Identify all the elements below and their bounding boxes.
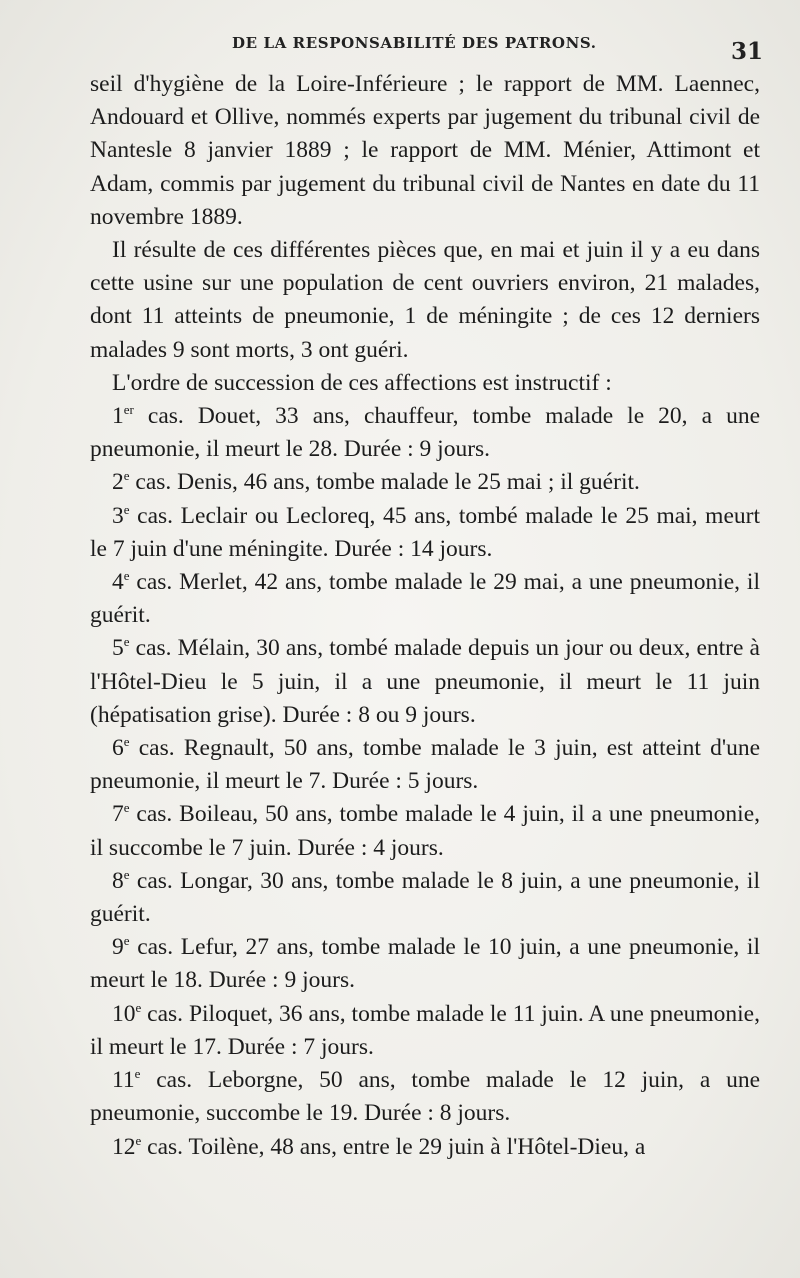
case-ordinal-suffix: e (135, 999, 142, 1015)
case-paragraph (90, 566, 760, 632)
case-paragraph (90, 931, 760, 997)
case-ordinal-suffix: er (123, 402, 134, 418)
case-number: 9 (112, 934, 124, 961)
case-paragraph (90, 400, 760, 466)
case-paragraph (90, 1131, 760, 1164)
case-number: 6 (112, 735, 124, 762)
case-text: cas. Toilène, 48 ans, entre le 29 juin à l'Hôtel-Dieu, a (141, 1133, 646, 1160)
page-body (90, 68, 760, 1164)
case-number: 10 (112, 1000, 136, 1027)
case-text: cas. Longar, 30 ans, tombe malade le 8 juin, a une pneumonie, il guérit. (90, 867, 760, 928)
case-number: 3 (112, 502, 124, 529)
case-paragraph (90, 500, 760, 566)
case-ordinal-suffix: e (123, 933, 130, 949)
case-ordinal-suffix: e (123, 468, 130, 484)
case-number: 2 (112, 469, 124, 496)
case-text: cas. Lefur, 27 ans, tombe malade le 10 juin, a une pneumonie, il meurt le 18. Durée : 9 jours. (90, 934, 760, 994)
case-text: cas. Leclair ou Lecloreq, 45 ans, tombé malade le 25 mai, meurt le 7 juin d'une méningite. Durée : 14 jours. (90, 502, 760, 562)
case-paragraph (90, 732, 760, 798)
case-number: 11 (112, 1067, 135, 1094)
case-text: cas. Leborgne, 50 ans, tombe malade le 12 juin, a une pneumonie, succombe le 19. Durée : 8 jours. (90, 1067, 760, 1127)
case-paragraph (90, 466, 760, 499)
case-ordinal-suffix: e (123, 568, 130, 584)
case-ordinal-suffix: e (134, 1066, 141, 1082)
case-paragraph (90, 1064, 760, 1130)
running-header: DE LA RESPONSABILITÉ DES PATRONS. (232, 34, 597, 52)
case-paragraph (90, 798, 760, 864)
case-text: cas. Douet, 33 ans, chauffeur, tombe malade le 20, a une pneumonie, il meurt le 28. Durée : 9 jours. (90, 403, 760, 463)
paragraph-continued: seil d'hygiène de la Loire-Inférieure ; le rapport de MM. Laennec, Andouard et Ollive, nommés experts par jugement du tribunal civil de Nantesle 8 janvier 1889 ; le rapport de MM. Ménier, Attimont et Adam, commis par jugement du tribunal civil de Nantes en date du 11 novembre 1889. (90, 71, 760, 230)
case-list (90, 400, 760, 1164)
case-paragraph (90, 632, 760, 732)
case-number: 7 (112, 801, 124, 828)
case-paragraph (90, 865, 760, 931)
paragraph-order: L'ordre de succession de ces affections est instructif : (112, 369, 612, 396)
case-text: cas. Merlet, 42 ans, tombe malade le 29 mai, a une pneumonie, il guérit. (90, 569, 760, 629)
case-number: 12 (112, 1133, 136, 1160)
case-ordinal-suffix: e (123, 867, 130, 883)
case-ordinal-suffix: e (123, 501, 130, 517)
case-number: 5 (112, 635, 124, 662)
case-ordinal-suffix: e (135, 1132, 142, 1148)
case-text: cas. Piloquet, 36 ans, tombe malade le 11 juin. A une pneumonie, il meurt le 17. Durée : 7 jours. (90, 1000, 760, 1060)
case-text: cas. Regnault, 50 ans, tombe malade le 3 juin, est atteint d'une pneumonie, il meurt le 7. Durée : 5 jours. (90, 735, 760, 795)
paragraph-summary: Il résulte de ces différentes pièces que, en mai et juin il y a eu dans cette usine sur une population de cent ouvriers environ, 21 malades, dont 11 atteints de pneumonie, 1 de méningite ; de ces 12 derniers malades 9 sont morts, 3 ont guéri. (90, 237, 760, 363)
case-number: 8 (112, 867, 124, 894)
case-number: 4 (112, 569, 124, 596)
case-text: cas. Denis, 46 ans, tombe malade le 25 mai ; il guérit. (129, 469, 640, 496)
case-paragraph (90, 998, 760, 1064)
page-number: 31 (731, 38, 764, 65)
case-number: 1 (112, 403, 124, 430)
case-text: cas. Boileau, 50 ans, tombe malade le 4 juin, il a une pneumonie, il succombe le 7 juin. Durée : 4 jours. (90, 801, 760, 861)
case-text: cas. Mélain, 30 ans, tombé malade depuis un jour ou deux, entre à l'Hôtel-Dieu le 5 juin, il a une pneumonie, il meurt le 11 juin (hépatisation grise). Durée : 8 ou 9 jours. (90, 635, 760, 728)
case-ordinal-suffix: e (123, 634, 130, 650)
case-ordinal-suffix: e (123, 800, 130, 816)
case-ordinal-suffix: e (123, 734, 130, 750)
